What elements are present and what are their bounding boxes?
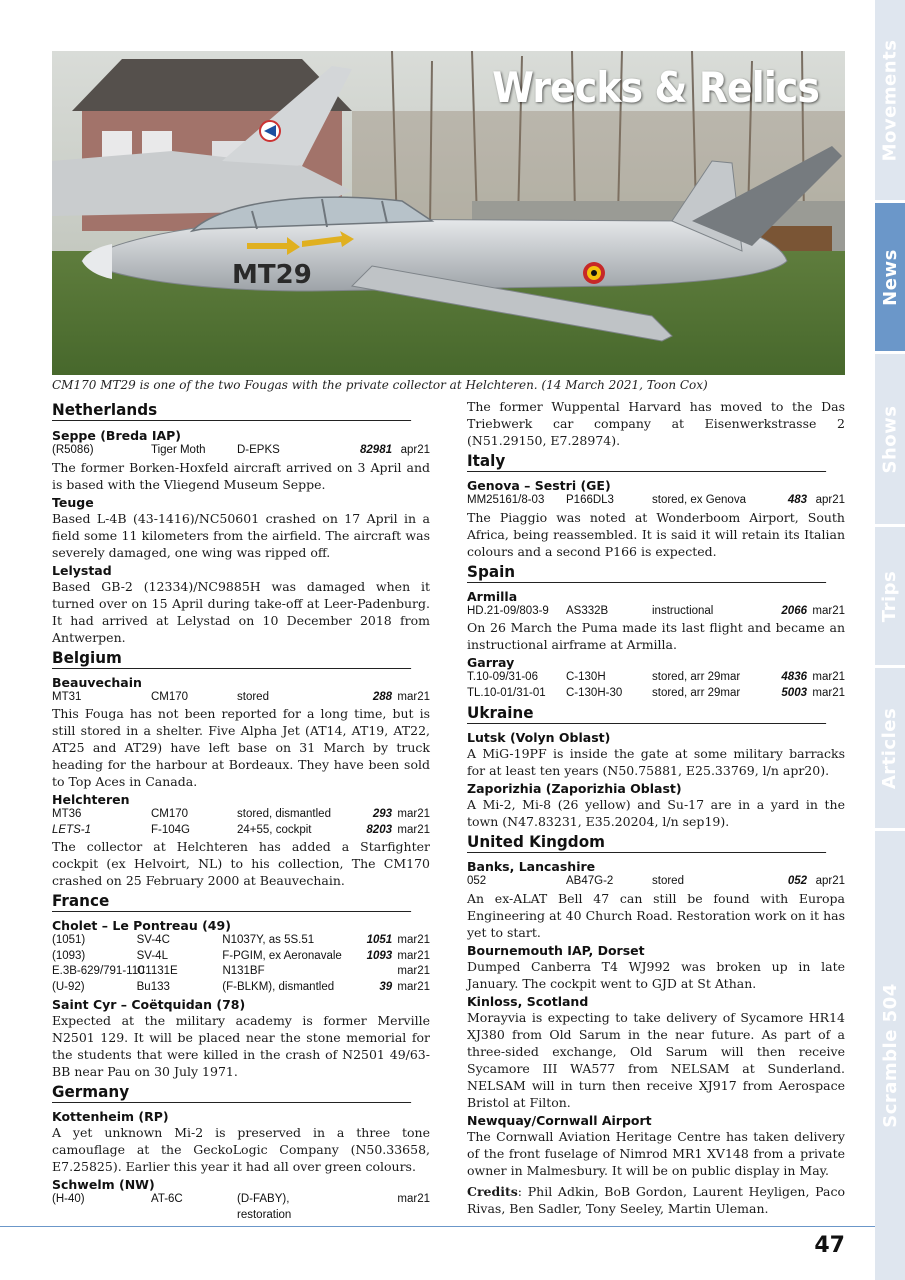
tab-scramble-504[interactable]: Scramble 504 (875, 831, 905, 1280)
location-heading: Helchteren (52, 792, 130, 807)
credits-text: : Phil Adkin, BoB Gordon, Laurent Heyligen, Paco Rivas, Ben Sadler, Tony Seeley, Martin Uleman. (467, 1183, 845, 1216)
country-heading: Italy (467, 451, 826, 472)
location-heading: Teuge (52, 494, 94, 510)
paragraph: Dumped Canberra T4 WJ992 was broken up in late January. The cockpit went to GJD at St Athan. (467, 958, 845, 991)
country-heading: Belgium (52, 648, 411, 669)
credits (467, 1183, 845, 1217)
country-heading: Ukraine (467, 703, 826, 724)
paragraph: The collector at Helchteren has added a Starfighter cockpit (ex Helvoirt, NL) to his collection, The CM170 crashed on 25 February 2000 at Beauvechain. (52, 839, 430, 888)
table-row: LETS-1 F-104G 24+55, cockpit 8203 mar21 (52, 823, 430, 836)
paragraph: Morayvia is expecting to take delivery of Sycamore HR14 XJ380 from Old Sarum in the near future. As part of a three-sided exchange, Old Sarum will then receive Sycamore III WA577 from NELSAM at Sunderland. NELSAM will in turn then receive XJ917 from Aerospace Bristol at Filton. (467, 1009, 845, 1110)
paragraph: The former Borken-Hoxfeld aircraft arrived on 3 April and is based with the Vliegend Museum Seppe. (52, 459, 430, 492)
country-heading: France (52, 891, 411, 912)
paragraph: A MiG-19PF is inside the gate at some military barracks for at least ten years (N50.75881, E25.33769, l/n apr20). (467, 746, 845, 778)
location-heading: Cholet – Le Pontreau (49) (52, 918, 231, 933)
side-tabs (875, 0, 905, 1280)
location-heading: Bournemouth IAP, Dorset (467, 942, 645, 958)
tab-news[interactable]: News (875, 203, 905, 351)
table-row: E.3B-629/791-110 C1131E N131BF mar21 (52, 965, 430, 977)
aircraft-code: MT29 (232, 260, 312, 290)
location-heading: Armilla (467, 588, 518, 604)
table-row: (U-92) Bu133 (F-BLKM), dismantled 39 mar21 (52, 980, 430, 993)
table-row: (H-40) AT-6C (D-FABY), restoration mar21 (52, 1193, 430, 1221)
paragraph: A yet unknown Mi-2 is preserved in a three tone camouflage at the GeckoLogic Company (N50.33658, E7.25825). Earlier this year it had all over green colours. (52, 1125, 430, 1174)
location-heading: Saint Cyr – Coëtquidan (78) (52, 997, 246, 1012)
location-heading: Kinloss, Scotland (467, 993, 589, 1009)
paragraph: The former Wuppental Harvard has moved to the Das Triebwerk car company at Eisenwerkstrasse 2 (N51.29150, E7.28974). (467, 399, 845, 448)
country-heading: Germany (52, 1082, 411, 1103)
paragraph: Based GB-2 (12334)/NC9885H was damaged when it turned over on 15 April during take-off at Leer-Padenburg. It had arrived at Lelystad on 10 December 2018 from Antwerpen. (52, 578, 430, 645)
tab-shows[interactable]: Shows (875, 354, 905, 524)
table-row: (R5086) Tiger Moth D-EPKS 82981 apr21 (52, 444, 430, 456)
paragraph: The Cornwall Aviation Heritage Centre has taken delivery of the front fuselage of Nimrod MR1 XV148 from a private owner in Malmesbury. It will be on public display in May. (467, 1128, 845, 1178)
country-heading: Spain (467, 562, 826, 583)
location-heading: Banks, Lancashire (467, 859, 596, 874)
location-heading: Lutsk (Volyn Oblast) (467, 730, 611, 745)
table-row: (1093) SV-4L F-PGIM, ex Aeronavale 1093 mar21 (52, 949, 430, 962)
table-row: HD.21-09/803-9 AS332B instructional 2066 mar21 (467, 604, 845, 617)
table-row: 052 AB47G-2 stored 052 apr21 (467, 875, 845, 887)
location-heading: Zaporizhia (Zaporizhia Oblast) (467, 781, 682, 796)
paragraph: This Fouga has not been reported for a long time, but is still stored in a shelter. Five Alpha Jet (AT14, AT19, AT22, AT25 and AT29) have left base on 31 March by truck heading for the harbour at Bordeaux. They have been sold to Top Aces in Canada. (52, 706, 430, 789)
country-heading: Netherlands (52, 400, 411, 421)
paragraph: A Mi-2, Mi-8 (26 yellow) and Su-17 are in a yard in the town (N47.83231, E35.20204, l/n sep19). (467, 797, 845, 829)
location-heading: Garray (467, 655, 515, 670)
location-heading: Lelystad (52, 562, 112, 578)
tab-articles[interactable]: Articles (875, 668, 905, 828)
header-photo (52, 51, 845, 375)
paragraph: On 26 March the Puma made its last flight and became an instructional airframe at Armilla. (467, 620, 845, 652)
page-title: Wrecks & Relics (492, 63, 819, 112)
paragraph: The Piaggio was noted at Wonderboom Airport, South Africa, being reassembled. It is said it will retain its Italian colours and a second P166 is expected. (467, 509, 845, 559)
table-row: MT31 CM170 stored 288 mar21 (52, 690, 430, 703)
table-row: (1051) SV-4C N1037Y, as 5S.51 1051 mar21 (52, 934, 430, 946)
paragraph: An ex-ALAT Bell 47 can still be found with Europa Engineering at 40 Church Road. Restoration work on it has yet to start. (467, 890, 845, 940)
footer-divider (0, 1226, 875, 1227)
credits-label: Credits (467, 1183, 518, 1199)
location-heading: Seppe (Breda IAP) (52, 428, 182, 443)
location-heading: Beauvechain (52, 674, 142, 690)
tab-trips[interactable]: Trips (875, 527, 905, 665)
table-row: MM25161/8-03 P166DL3 stored, ex Genova 483 apr21 (467, 494, 845, 506)
table-row: T.10-09/31-06 C-130H stored, arr 29mar 4836 mar21 (467, 671, 845, 683)
right-column (467, 398, 845, 1217)
paragraph: Expected at the military academy is former Merville N2501 129. It will be placed near the stone memorial for the students that were killed in the crash of N2501 49/63-BB near Pau on 30 July 1971. (52, 1013, 430, 1079)
table-row: MT36 CM170 stored, dismantled 293 mar21 (52, 808, 430, 820)
paragraph: Based L-4B (43-1416)/NC50601 crashed on 17 April in a field some 11 kilometers from the airfield. The aircraft was severely damaged, one wing was ripped off. (52, 510, 430, 560)
table-row: TL.10-01/31-01 C-130H-30 stored, arr 29mar 5003 mar21 (467, 686, 845, 699)
location-heading: Genova – Sestri (GE) (467, 478, 611, 493)
tab-movements[interactable]: Movements (875, 0, 905, 200)
page-number: 47 (814, 1233, 845, 1258)
location-heading: Schwelm (NW) (52, 1177, 155, 1192)
left-column (52, 398, 430, 1223)
country-heading: United Kingdom (467, 832, 826, 853)
location-heading: Kottenheim (RP) (52, 1109, 169, 1124)
location-heading: Newquay/Cornwall Airport (467, 1112, 652, 1128)
photo-caption: CM170 MT29 is one of the two Fougas with the private collector at Helchteren. (14 March 2021, Toon Cox) (52, 378, 708, 392)
